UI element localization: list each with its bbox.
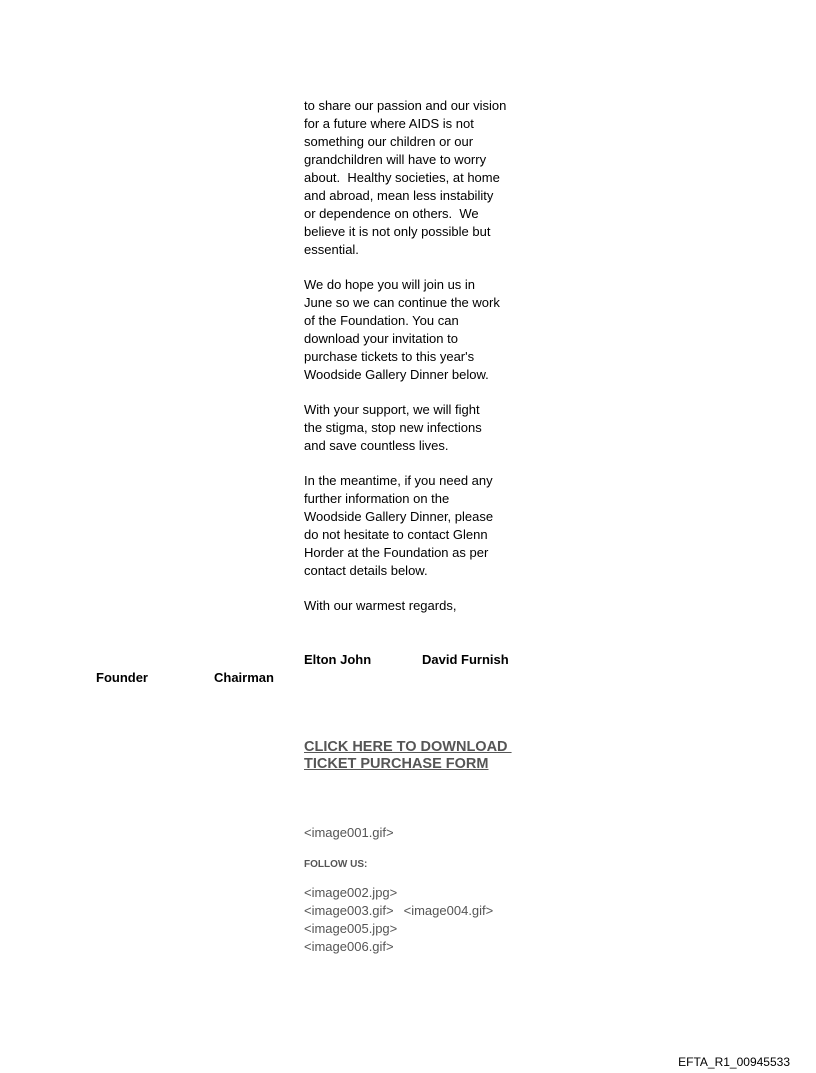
- text-line: With our warmest regards,: [304, 598, 457, 613]
- text-line: grandchildren will have to worry: [304, 152, 487, 167]
- text-line: Woodside Gallery Dinner, please: [304, 509, 494, 524]
- text-line: With your support, we will fight: [304, 402, 480, 417]
- letter-body: [304, 97, 526, 632]
- signature-name-david-furnish: David Furnish: [422, 652, 509, 667]
- download-link-line-1: CLICK HERE TO DOWNLOAD: [304, 739, 512, 755]
- text-line: the stigma, stop new infections: [304, 420, 482, 435]
- image-placeholder-2: <image002.jpg>: [304, 885, 398, 900]
- text-line: and save countless lives.: [304, 438, 449, 453]
- role-founder: Founder: [96, 670, 148, 685]
- image-placeholder-4: <image004.gif>: [403, 903, 494, 918]
- text-line: to share our passion and our vision: [304, 98, 507, 113]
- download-link-line-2: TICKET PURCHASE FORM: [304, 756, 489, 772]
- paragraph-1: [304, 97, 526, 259]
- signature-name-elton-john: Elton John: [304, 652, 372, 667]
- text-line: for a future where AIDS is not: [304, 116, 474, 131]
- paragraph-2: [304, 276, 526, 384]
- paragraph-4: [304, 472, 526, 580]
- document-id: EFTA_R1_00945533: [678, 1055, 790, 1069]
- text-line: do not hesitate to contact Glenn: [304, 527, 488, 542]
- text-line: about. Healthy societies, at home: [304, 170, 500, 185]
- paragraph-3: [304, 401, 526, 455]
- closing-line: [304, 597, 526, 615]
- download-ticket-form-link[interactable]: [304, 739, 534, 773]
- text-line: of the Foundation. You can: [304, 313, 459, 328]
- text-line: Woodside Gallery Dinner below.: [304, 367, 489, 382]
- text-line: essential.: [304, 242, 359, 257]
- image-placeholder-6: <image006.gif>: [304, 939, 394, 954]
- image-placeholder-row: [304, 902, 493, 920]
- role-chairman: Chairman: [214, 670, 274, 685]
- text-line: purchase tickets to this year's: [304, 349, 475, 364]
- social-image-list: [304, 884, 493, 956]
- image-placeholder-1: <image001.gif>: [304, 825, 394, 840]
- image-placeholder-3: <image003.gif>: [304, 903, 394, 918]
- text-line: We do hope you will join us in: [304, 277, 476, 292]
- image-placeholder-5: <image005.jpg>: [304, 921, 398, 936]
- text-line: something our children or our: [304, 134, 474, 149]
- text-line: In the meantime, if you need any: [304, 473, 493, 488]
- text-line: and abroad, mean less instability: [304, 188, 494, 203]
- text-line: further information on the: [304, 491, 450, 506]
- text-line: download your invitation to: [304, 331, 458, 346]
- text-line: believe it is not only possible but: [304, 224, 491, 239]
- text-line: contact details below.: [304, 563, 428, 578]
- text-line: June so we can continue the work: [304, 295, 500, 310]
- text-line: or dependence on others. We: [304, 206, 479, 221]
- text-line: Horder at the Foundation as per: [304, 545, 489, 560]
- follow-us-label: FOLLOW US:: [304, 859, 368, 870]
